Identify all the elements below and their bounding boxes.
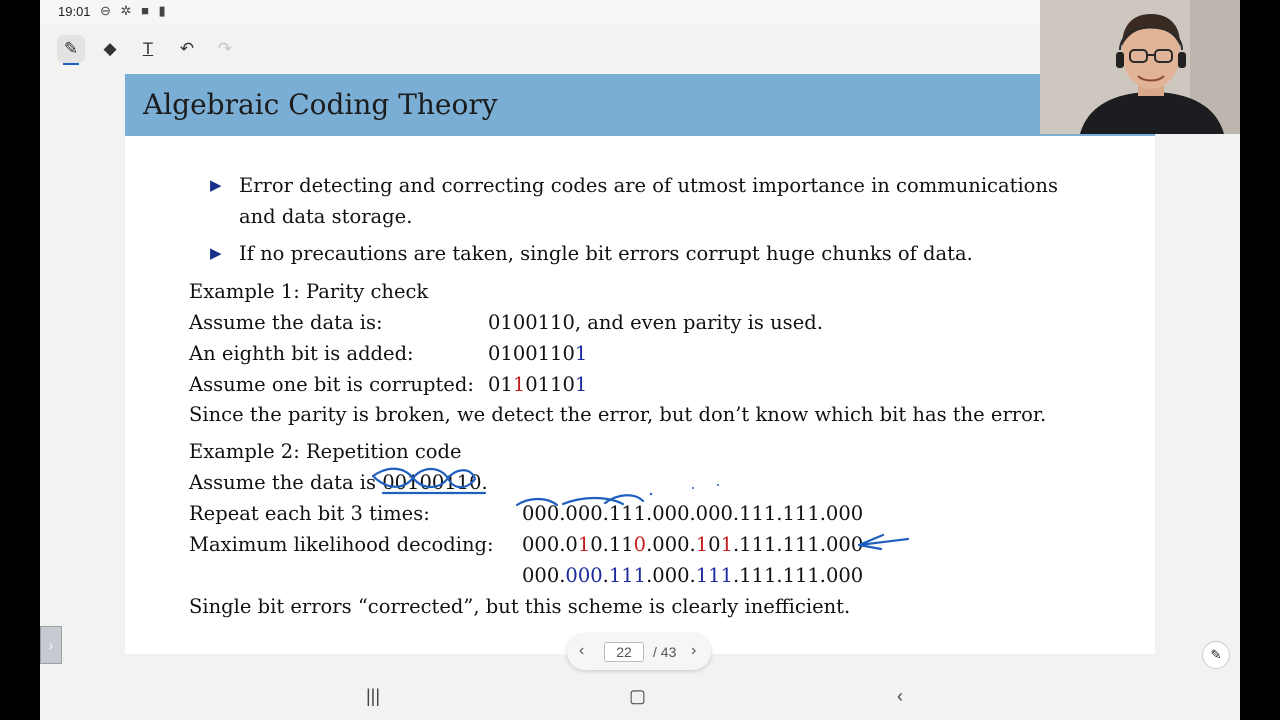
pen-icon[interactable]: ✎ <box>57 35 85 63</box>
page-navigator <box>567 634 711 670</box>
bit-segment: . <box>602 564 609 587</box>
example1-conclusion: Since the parity is broken, we detect the error, but don’t know which bit has the error. <box>189 403 1047 426</box>
bit-segment: 1 <box>695 533 709 556</box>
example1-row1-value: 0100110, and even parity is used. <box>488 311 823 334</box>
bit-segment: 1 <box>720 533 733 556</box>
back-chevron-icon[interactable]: ‹ <box>897 686 903 706</box>
example1-row2-value: 01001101 <box>488 342 588 365</box>
home-icon[interactable]: ▢ <box>629 686 647 706</box>
eraser-icon[interactable]: ◆ <box>103 39 117 58</box>
bit-segment: .111.111.000 <box>732 564 864 587</box>
ink-dot <box>717 484 719 486</box>
status-icons <box>100 3 169 19</box>
bullet-2: If no precautions are taken, single bit errors corrupt huge chunks of data. <box>239 242 973 265</box>
example1-row3-value: 01101101 <box>488 373 588 396</box>
example2-heading: Example 2: Repetition code <box>189 440 462 463</box>
bit-segment: .111.111.000 <box>732 533 864 556</box>
bullet-marker-icon: ▶ <box>210 245 222 262</box>
example1-heading: Example 1: Parity check <box>189 280 429 303</box>
bit-segment: 000. <box>522 564 566 587</box>
bit-segment: 111 <box>695 564 733 587</box>
slide-title: Algebraic Coding Theory <box>143 88 498 121</box>
example2-mld-label: Maximum likelihood decoding: <box>189 533 494 556</box>
recent-apps-icon[interactable]: ||| <box>366 686 381 706</box>
do-not-disturb-icon: ⊖ <box>100 3 114 18</box>
side-panel-handle-chevron-icon[interactable]: › <box>40 626 62 664</box>
example1-row2-label: An eighth bit is added: <box>189 342 414 365</box>
example2-assume: Assume the data is 00100110. <box>189 471 488 494</box>
bit-segment: 111 <box>608 564 647 587</box>
sync-icon: ✲ <box>120 3 135 18</box>
ink-arrow <box>859 535 908 549</box>
ink-dot <box>650 493 652 495</box>
bit-segment: 1 <box>577 533 591 556</box>
bit-segment: 000.0 <box>522 533 578 556</box>
prev-page-chevron-icon[interactable]: ‹ <box>579 642 585 659</box>
example2-repeat-value: 000.000.111.000.000.111.111.000 <box>522 502 864 525</box>
bit-segment: 000 <box>565 564 603 587</box>
bit-segment: 0.11 <box>590 533 634 556</box>
system-nav-bar <box>40 676 1240 720</box>
example2-conclusion: Single bit errors “corrected”, but this scheme is clearly inefficient. <box>189 595 851 618</box>
ink-arc-1 <box>517 499 557 505</box>
ink-arc-3 <box>605 495 643 503</box>
handwritten-ink-annotations <box>125 74 1155 654</box>
status-time: 19:01 <box>58 4 91 19</box>
edit-pdf-icon[interactable]: ✎ <box>1202 641 1230 669</box>
bullet-1-line-1: Error detecting and correcting codes are of utmost importance in communications <box>239 174 1058 197</box>
webcam-overlay <box>1040 0 1240 134</box>
tablet-screen <box>40 0 1240 720</box>
example1-row3-label: Assume one bit is corrupted: <box>189 373 474 396</box>
page-number-input[interactable]: 22 <box>604 642 644 662</box>
ink-dot <box>692 487 694 489</box>
video-icon: ■ <box>141 3 152 18</box>
example2-assume-value: 00100110. <box>382 471 488 494</box>
presenter-avatar <box>1040 0 1240 134</box>
page-total: / 43 <box>653 644 677 660</box>
undo-icon[interactable]: ↶ <box>179 39 195 58</box>
ink-scribble-loops <box>373 469 475 487</box>
bit-segment: .000. <box>646 533 696 556</box>
example2-repeat-label: Repeat each bit 3 times: <box>189 502 430 525</box>
text-icon[interactable]: T <box>142 39 154 58</box>
battery-icon: ▮ <box>158 3 169 18</box>
bit-segment: .000. <box>646 564 696 587</box>
redo-icon[interactable]: ↷ <box>217 39 233 58</box>
bit-segment: 0 <box>633 533 647 556</box>
next-page-chevron-icon[interactable]: › <box>691 642 697 659</box>
example1-row1-label: Assume the data is: <box>189 311 383 334</box>
bullet-marker-icon: ▶ <box>210 177 222 194</box>
bit-segment: 0 <box>708 533 721 556</box>
bullet-1-line-2: and data storage. <box>239 205 413 228</box>
pdf-slide <box>125 74 1155 654</box>
